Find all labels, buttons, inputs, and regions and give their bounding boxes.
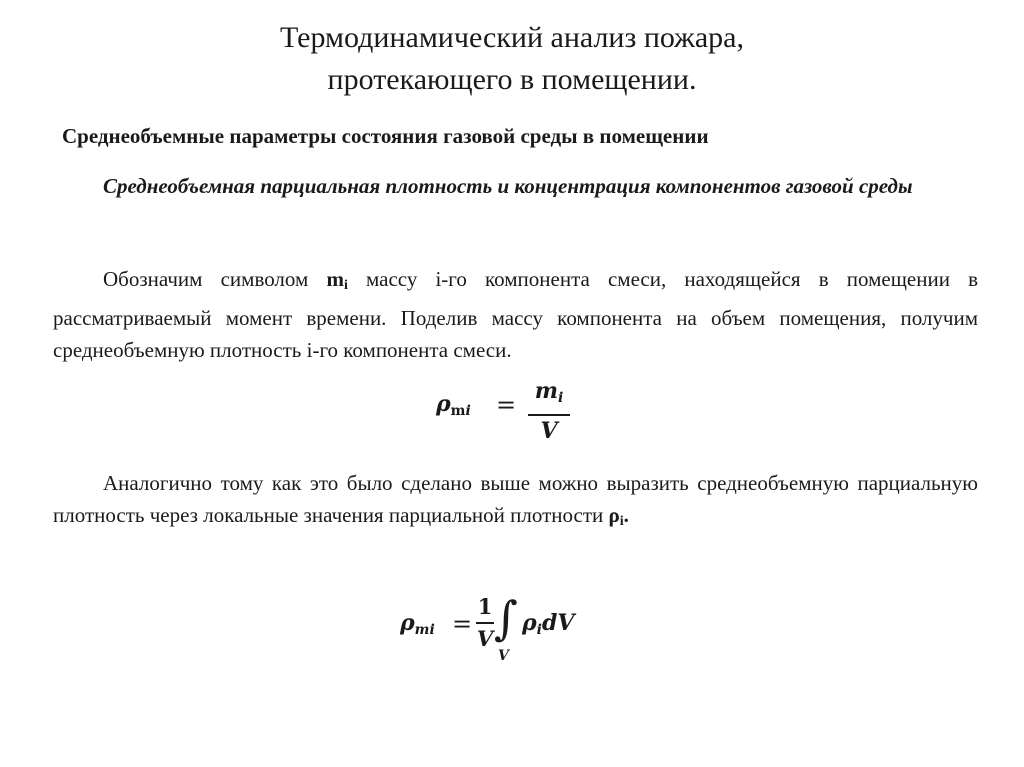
formula2-rhs-sub: i xyxy=(536,622,542,638)
formula2-denominator: V xyxy=(476,626,494,651)
mass-symbol-base: m xyxy=(326,267,344,291)
subheading: Среднеобъемные параметры состояния газовой среды в помещении xyxy=(62,124,709,148)
density-symbol-base: ρ xyxy=(608,503,620,527)
formula2-rhs-base: ρ xyxy=(522,610,537,636)
integral-domain: V xyxy=(498,648,509,664)
formula2-lhs-sub: mi xyxy=(414,622,435,638)
formula2-fraction xyxy=(476,594,494,652)
paragraph-1-text-a: Обозначим символом xyxy=(103,267,327,291)
formula1-lhs-sub-i: i xyxy=(465,403,471,419)
density-symbol-sub: i xyxy=(619,514,624,529)
mass-symbol xyxy=(326,267,347,291)
paragraph-1-text-b: массу i-го компонента смеси, находящейся в помещении в рассматриваемый момент времени. Поделив массу компонента на объем помещения, получим среднеобъемную плотность i-го компонента смеси. xyxy=(53,267,978,362)
formula1-numerator-base: m xyxy=(534,378,558,404)
density-symbol xyxy=(609,503,624,527)
formula2-lhs-base: ρ xyxy=(400,610,415,636)
paragraph-2 xyxy=(53,467,978,538)
formula1-numerator xyxy=(528,377,570,412)
formula1-lhs-base: ρ xyxy=(436,391,451,417)
formula1-fraction xyxy=(528,377,570,444)
formula2-rhs-tail: dV xyxy=(541,610,575,636)
formula2-rhs xyxy=(522,610,574,638)
slide-title-line1: Термодинамический анализ пожара, xyxy=(279,21,745,54)
formula2-numerator: 1 xyxy=(477,594,493,619)
integral-sign: ∫ xyxy=(494,591,518,645)
paragraph-1 xyxy=(53,263,978,366)
formula2-lhs xyxy=(400,610,435,638)
formula1-denominator: V xyxy=(540,418,558,444)
section-heading: Среднеобъемная парциальная плотность и концентрация компонентов газовой среды xyxy=(103,174,913,198)
paragraph-2-text: Аналогично тому как это было сделано выше можно выразить среднеобъемную парциальную плотность через локальные значения парциальной плотности xyxy=(53,471,978,527)
slide-title-line2: протекающего в помещении. xyxy=(327,63,697,96)
formula1-lhs-sub-m: m xyxy=(450,403,466,419)
formula2-fraction-bar xyxy=(476,622,494,624)
formula1-fraction-bar xyxy=(528,414,570,416)
formula2-equals: = xyxy=(452,610,473,638)
formula1-numerator-sub: i xyxy=(557,390,564,406)
mass-symbol-sub: i xyxy=(343,278,348,293)
paragraph-2-end: . xyxy=(623,503,629,527)
formula1-lhs xyxy=(436,391,471,419)
formula1-equals: = xyxy=(496,391,517,419)
